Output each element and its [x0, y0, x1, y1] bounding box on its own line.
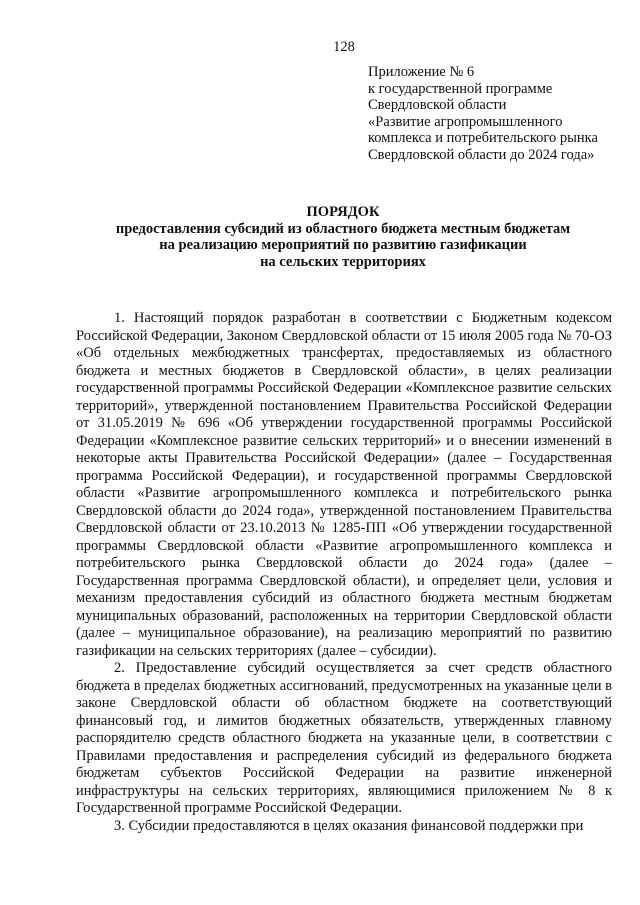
paragraph-2: 2. Предоставление субсидий осуществляется за счет средств областного бюджета в пределах бюджетных ассигнований, предусмотренных на указанные цели в законе Свердловской области об областном бюджете на соответствующий финансовый год, и лимитов бюджетных обязательств, утвержденных главному распорядителю средств областного бюджета на указанные цели, в соответствии с Правилами предоставления и распределения субсидий из федерального бюджета бюджетам субъектов Российской Федерации на развитие инженерной инфраструктуры на сельских территориях, являющимися приложением № 8 к Государственной программе Российской Федерации. [76, 660, 612, 816]
document-body [76, 310, 612, 835]
page-number: 128 [333, 39, 355, 55]
paragraph-1: 1. Настоящий порядок разработан в соответствии с Бюджетным кодексом Российской Федерации, Законом Свердловской области от 15 июля 2005 года № 70-ОЗ «Об отдельных межбюджетных трансфертах, предоставляемых из областного бюджета и местных бюджетов в Свердловской области», в целях реализации государственной программы Российской Федерации «Комплексное развитие сельских территорий», утвержденной постановлением Правительства Российской Федерации от 31.05.2019 № 696 «Об утверждении государственной программы Российской Федерации «Комплексное развитие сельских территорий» и о внесении изменений в некоторые акты Правительства Российской Федерации» (далее – Государственная программа Российской Федерации), и государственной программы Свердловской области «Развитие агропромышленного комплекса и потребительского рынка Свердловской области до 2024 года», утвержденной постановлением Правительства Свердловской области от 23.10.2013 № 1285-ПП «Об утверждении государственной программы Свердловской области «Развитие агропромышленного комплекса и потребительского рынка Свердловской области до 2024 года» (далее – Государственная программа Свердловской области), и определяет цели, условия и механизм предоставления субсидий из областного бюджета местным бюджетам муниципальных образований, расположенных на территории Свердловской области (далее – муниципальное образование), на реализацию мероприятий по развитию газификации на сельских территориях (далее – субсидии). [76, 310, 612, 659]
paragraph-3: 3. Субсидии предоставляются в целях оказания финансовой поддержки при [114, 817, 584, 834]
appendix-line: комплекса и потребительского рынка [368, 130, 598, 147]
appendix-line: «Развитие агропромышленного [368, 113, 563, 130]
appendix-line: Приложение № 6 [368, 64, 475, 80]
title-subtitle-line: на реализацию мероприятий по развитию газификации [159, 237, 527, 254]
title-subtitle-line: на сельских территориях [260, 254, 426, 271]
appendix-line: Свердловской области [368, 97, 507, 114]
appendix-block [368, 64, 628, 164]
title-subtitle-line: предоставления субсидий из областного бюджета местным бюджетам [115, 220, 571, 237]
appendix-line: Свердловской области до 2024 года» [368, 146, 595, 163]
title-heading: ПОРЯДОК [306, 204, 380, 220]
document-title [0, 204, 640, 271]
appendix-line: к государственной программе [368, 80, 553, 97]
